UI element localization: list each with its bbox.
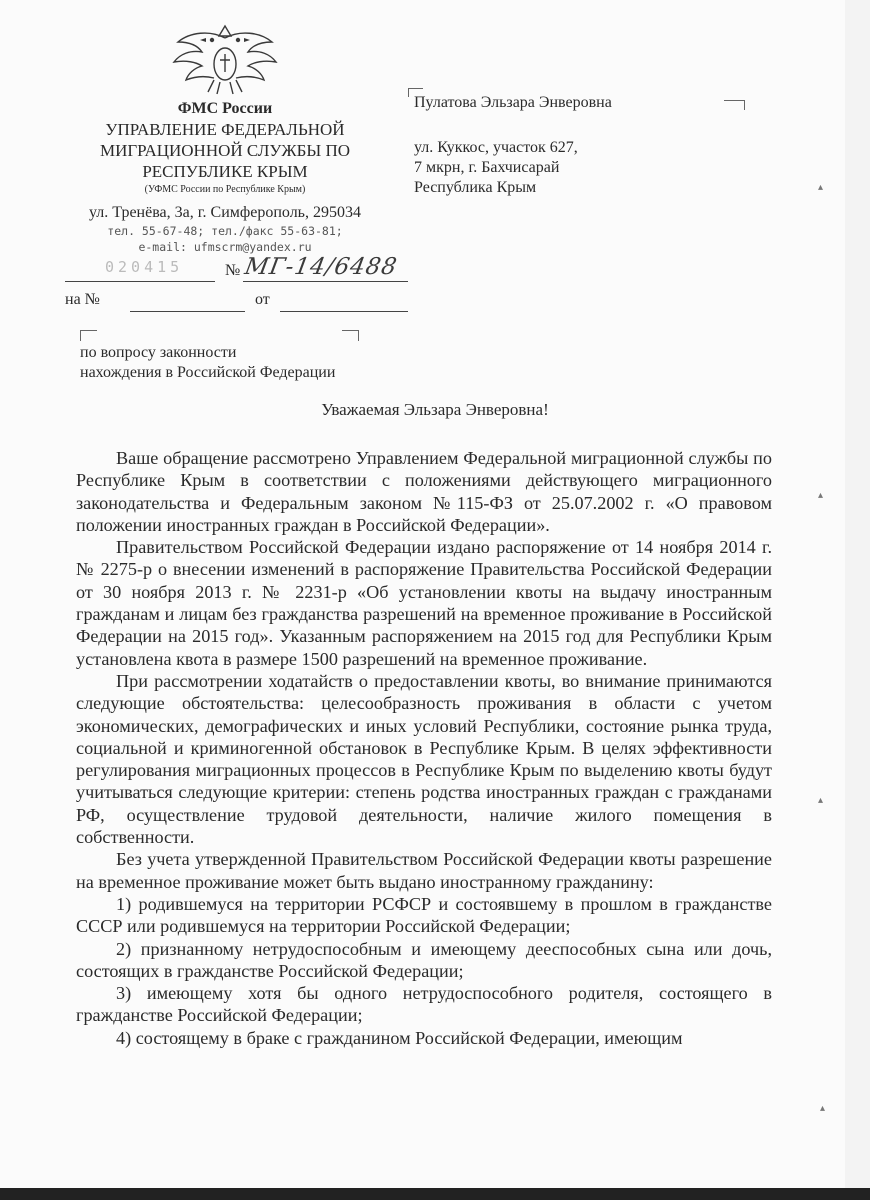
recipient-corner-mark — [744, 100, 745, 110]
body-paragraph: 3) имеющему хотя бы одного нетрудоспособного родителя, состоящего в гражданстве Российской Федерации; — [76, 983, 772, 1026]
issuer-email: e-mail: ufmscrm@yandex.ru — [138, 240, 312, 254]
body-paragraph: 4) состоящему в браке с гражданином Российской Федерации, имеющим — [116, 1027, 683, 1048]
scan-edge — [0, 1188, 870, 1200]
eagle-emblem-icon — [150, 20, 300, 100]
body-paragraph: Без учета утвержденной Правительством Российской Федерации квоты разрешение на временное проживание может быть выдано иностранному гражданину: — [76, 849, 772, 892]
issuer-phones: тел. 55-67-48; тел./факс 55-63-81; — [107, 224, 343, 238]
registration-line — [65, 256, 410, 286]
issuer-contacts — [60, 203, 390, 255]
registration-date-stamp: 020415 — [105, 258, 184, 276]
issuer-block — [60, 98, 390, 198]
subject-line: по вопросу законности — [80, 344, 237, 361]
recipient-name: Пулатова Эльзара Энверовна — [414, 94, 612, 111]
body-paragraph: При рассмотрении ходатайств о предоставлении квоты, во внимание принимаются следующие обстоятельства: целесообразность проживания в области с учетом экономических, демографических и иных условий Республики, состояние рынка труда, социальной и криминогенной обстановок в Республике Крым. В целях эффективности регулирования миграционных процессов в Республике Крым по выделению квоты будут учитываться следующие критерии: степень родства иностранных граждан с гражданами РФ, осуществление трудовой деятельности, наличие жилого помещения в собственности. — [76, 670, 772, 848]
scan-speck: ▴ — [818, 490, 824, 501]
subject-corner-mark — [80, 330, 97, 341]
subject-corner-mark — [342, 330, 359, 341]
registration-number-label: № — [225, 262, 241, 279]
body-paragraph: Правительством Российской Федерации издано распоряжение от 14 ноября 2014 г. № 2275-р о внесении изменений в распоряжение Правительства Российской Федерации от 30 ноября 2013 г. № 2231-р «Об установлении квоты на выдачу иностранным гражданам и лицам без гражданства разрешений на временное проживание в Российской Федерации на 2015 год». Указанным распоряжением на 2015 год для Республики Крым установлена квота в размере 1500 разрешений на временное проживание. — [76, 537, 772, 669]
registration-date-underline — [65, 281, 215, 282]
reference-date-underline — [280, 311, 408, 312]
body-paragraph: 2) признанному нетрудоспособным и имеющему дееспособных сына или дочь, состоящих в гражданстве Российской Федерации; — [76, 938, 772, 981]
scan-speck: ▴ — [818, 182, 824, 193]
org-abbreviation: (УФМС России по Республике Крым) — [144, 184, 306, 195]
scan-speck: ▴ — [820, 1103, 826, 1114]
issuer-address: ул. Тренёва, 3а, г. Симферополь, 295034 — [89, 204, 361, 221]
subject-block — [80, 343, 335, 383]
reference-number-label: на № — [65, 291, 100, 308]
subject-line: нахождения в Российской Федерации — [80, 364, 336, 381]
recipient-address-line: 7 мкрн, г. Бахчисарай — [414, 159, 560, 176]
reference-date-label: от — [255, 291, 270, 308]
org-full-name-line: РЕСПУБЛИКЕ КРЫМ — [142, 162, 308, 181]
reference-line — [65, 291, 410, 321]
registration-number-handwritten: МГ-14/6488 — [242, 254, 400, 280]
reference-number-underline — [130, 311, 245, 312]
org-full-name-line: МИГРАЦИОННОЙ СЛУЖБЫ ПО — [99, 141, 351, 160]
letter-body — [76, 447, 772, 1049]
registration-number-underline — [243, 281, 408, 282]
scan-speck: ▴ — [818, 795, 824, 806]
body-paragraph: Ваше обращение рассмотрено Управлением Федеральной миграционной службы по Республике Крым в соответствии с положениями действующего миграционного законодательства и Федеральным законом №115-ФЗ от 25.07.2002 г. «О правовом положении иностранных граждан в Российской Федерации». — [76, 448, 772, 535]
org-short-name: ФМС России — [177, 100, 273, 117]
recipient-corner-mark — [724, 100, 744, 101]
salutation: Уважаемая Эльзара Энверовна! — [321, 400, 549, 419]
recipient-address-line: ул. Куккос, участок 627, — [414, 139, 578, 156]
recipient-address — [414, 138, 578, 198]
org-full-name-line: УПРАВЛЕНИЕ ФЕДЕРАЛЬНОЙ — [105, 120, 345, 139]
recipient-address-line: Республика Крым — [414, 179, 537, 196]
scan-edge — [845, 0, 870, 1200]
body-paragraph: 1) родившемуся на территории РСФСР и состоявшему в прошлом в гражданстве СССР или родившемуся на территории Российской Федерации; — [76, 893, 772, 937]
